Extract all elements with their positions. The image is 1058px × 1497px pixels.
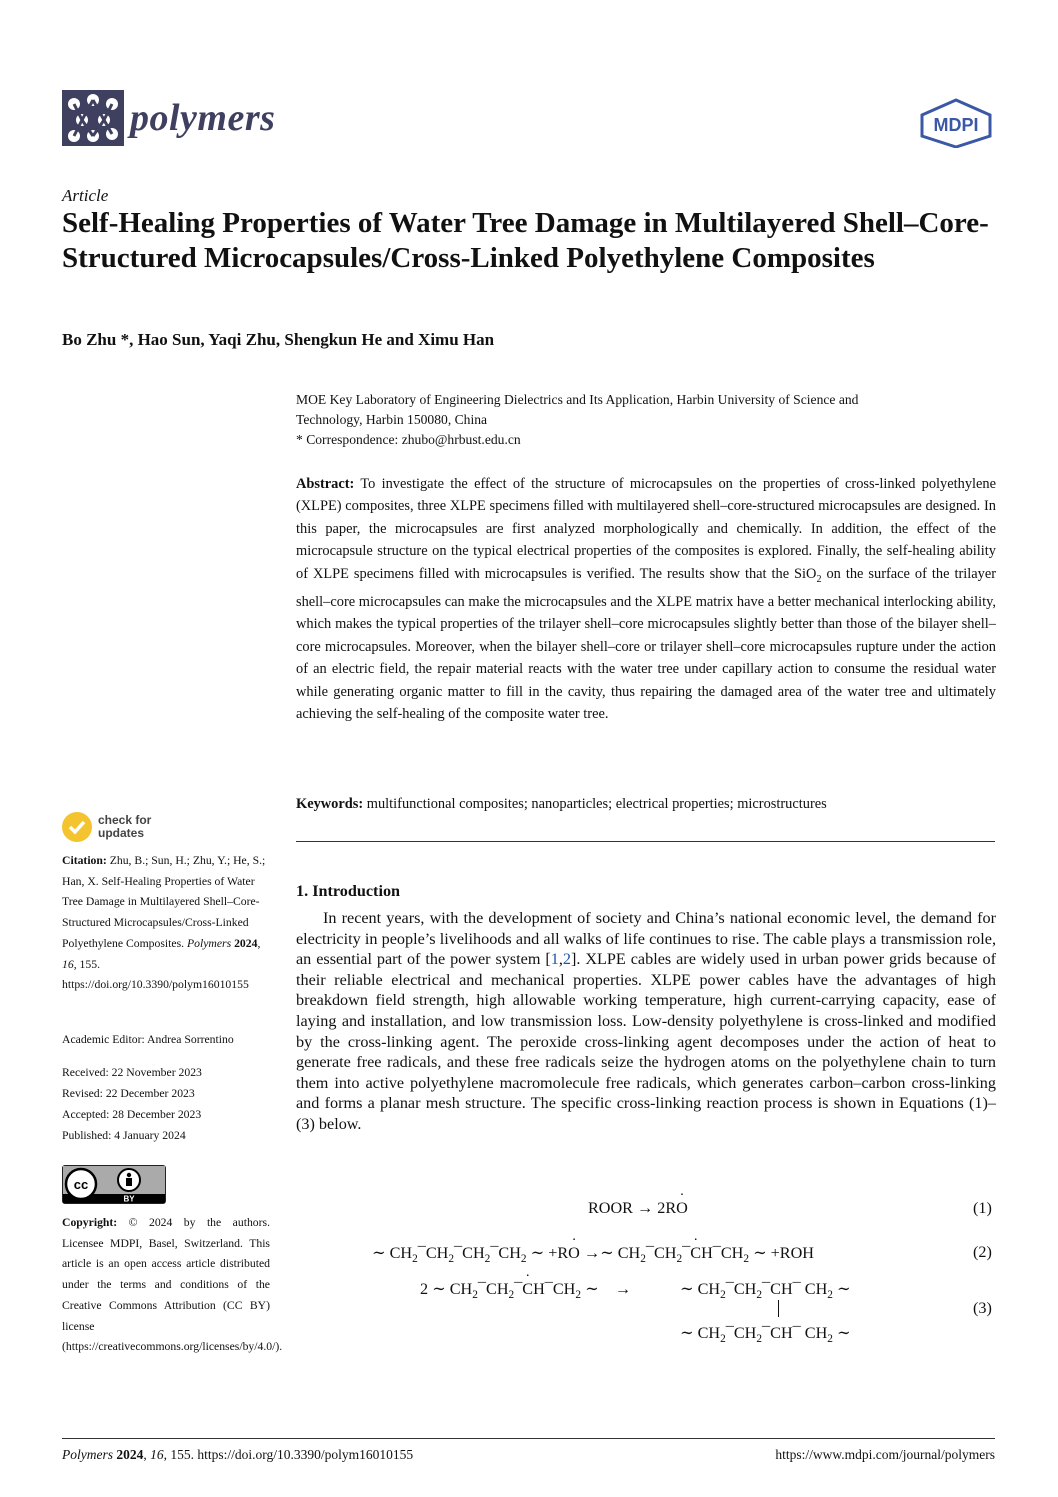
affiliation xyxy=(296,390,996,450)
copyright-label: Copyright: xyxy=(62,1216,118,1229)
date-published: Published: 4 January 2024 xyxy=(62,1129,186,1142)
equation-3-bottom: ∼ $CH_2¯CH_2¯CH¯$ $CH_2$ ∼ xyxy=(680,1324,851,1346)
abstract-text: To investigate the effect of the structure of microcapsules on the properties of cross-linked polyethylene (XLPE) composites, three XLPE specimens filled with multilayered shell–core-structured microcapsules are designed. In this paper, the microcapsules are first analyzed morphologically and chemically. In addition, the effect of the microcapsule structure on the typical electrical properties of the composites is explored. Finally, the self-healing ability of XLPE specimens filled with microcapsules is verified. The results show that the SiO xyxy=(296,476,996,582)
check-updates-label[interactable] xyxy=(98,814,151,840)
footer-citation: Polymers 2024, 16, 155. https://doi.org/10.3390/polym16010155 xyxy=(62,1447,414,1462)
reference-link[interactable]: 2 xyxy=(562,950,571,969)
footer-doi[interactable]: , 155. https://doi.org/10.3390/polym16010155 xyxy=(163,1447,414,1462)
author-list: Bo Zhu *, Hao Sun, Yaqi Zhu, Shengkun He and Ximu Han xyxy=(62,330,495,349)
check-updates-line: updates xyxy=(98,826,145,840)
citation-journal: Polymers xyxy=(186,936,232,950)
cc-by-badge[interactable] xyxy=(62,1165,166,1204)
footer-divider xyxy=(62,1438,995,1439)
article-type: Article xyxy=(62,186,109,205)
abstract-subscript: 2 xyxy=(816,573,822,585)
article-title: Self-Healing Properties of Water Tree Damage in Multilayered Shell–Core-Structured Microcapsules/Cross-Linked Polyethylene Composites xyxy=(62,207,989,274)
date-revised: Revised: 22 December 2023 xyxy=(62,1087,195,1100)
academic-editor: Academic Editor: Andrea Sorrentino xyxy=(62,1033,234,1046)
reference-link[interactable]: 1 xyxy=(550,950,559,969)
cc-badge-label: BY xyxy=(123,1194,135,1203)
abstract-label: Abstract: xyxy=(296,476,355,492)
journal-name: polymers xyxy=(130,97,276,139)
keywords-label: Keywords: xyxy=(296,796,364,812)
citation-doi[interactable]: , 155. https://doi.org/10.3390/polym16010155 xyxy=(62,957,249,992)
keywords xyxy=(296,794,996,814)
citation-text: Zhu, B.; Sun, H.; Zhu, Y.; He, S.; Han, X. Self-Healing Properties of Water Tree Damage in Multilayered Shell–Core-Structured Microcapsules/Cross-Linked Polyethylene Composites. xyxy=(62,854,266,950)
affiliation-line: MOE Key Laboratory of Engineering Dielectrics and Its Application, Harbin University of Science and xyxy=(296,392,859,407)
intro-text: ]. XLPE cables are widely used in urban power grids because of their reliable electrical and mechanical properties. XLPE power cables have the advantages of high breakdown field strength, high allowable working temperature, high current-carrying capacity, ease of laying and installation, and low transmission loss. Low-density polyethylene is cross-linked and modified by the cross-linking agent. The peroxide cross-linking agent decomposes under the action of heat to generate free radicals, and these free radicals seize the hydrogen atoms on the polyethylene chain to turn them into active polyethylene macromolecule free radicals, which generates carbon–carbon cross-linking and forms a planar mesh structure. The specific cross-linking reaction process is shown in Equations (1)–(3) below. xyxy=(296,950,996,1133)
correspondence[interactable]: * Correspondence: zhubo@hrbust.edu.cn xyxy=(296,432,521,447)
mdpi-logo-icon[interactable] xyxy=(918,98,994,148)
bond-line xyxy=(778,1300,779,1317)
date-received: Received: 22 November 2023 xyxy=(62,1066,202,1079)
section-heading: 1. Introduction xyxy=(296,882,401,900)
copyright-text: © 2024 by the authors. Licensee MDPI, Basel, Switzerland. This article is an open access article distributed under the terms and conditions of the Creative Commons Attribution (CC BY) license (https://creativecommons.org/licenses/by/4.0/). xyxy=(62,1216,283,1354)
equation-number: (3) xyxy=(973,1299,992,1317)
affiliation-line: Technology, Harbin 150080, China xyxy=(296,412,488,427)
footer-journal-url[interactable]: https://www.mdpi.com/journal/polymers xyxy=(775,1447,995,1462)
equation-number: (2) xyxy=(973,1243,992,1261)
journal-logo-icon xyxy=(62,90,124,146)
equation-2: ∼ $CH_2¯CH_2¯CH_2¯CH_2$ ∼ +RO ˙ →∼ $CH_2¯CH_2¯C$ $˙H¯CH_2$ ∼ +ROH xyxy=(372,1243,814,1265)
footer-volume: 16 xyxy=(150,1447,164,1462)
intro-paragraph xyxy=(296,908,996,1135)
divider xyxy=(296,841,995,842)
abstract-text: on the surface of the trilayer shell–core microcapsules can make the microcapsules and the XLPE matrix have a better mechanical interlocking ability, which makes the typical properties of the trilayer shell–core microcapsules slightly better than those of the bilayer shell–core microcapsules. Moreover, when the bilayer shell–core or trilayer shell–core microcapsules rupture under the action of an electric field, the repair material reacts with the water tree under capillary action to consume the residual water while generating organic matter to fill in the cavity, thus repairing the damaged area of the water tree and ultimately achieving the self-healing of the composite water tree. xyxy=(296,565,996,722)
citation-year: 2024 xyxy=(234,936,258,950)
equation-3-left: 2 ∼ $CH_2¯CH_2¯C$ $˙H¯CH_2$ ∼ → xyxy=(420,1279,631,1301)
publisher-name: MDPI xyxy=(933,115,979,135)
footer-year: 2024 xyxy=(116,1447,144,1462)
footer-journal: Polymers xyxy=(62,1447,113,1462)
equation-1: ROOR → 2RO ˙ xyxy=(588,1199,688,1218)
citation: Citation: Zhu, B.; Sun, H.; Zhu, Y.; He, S.; Han, X. Self-Healing Properties of Water Tree Damage in Multilayered Shell–Core-Structured Microcapsules/Cross-Linked Polyethylene Composites. Polymers 2024, 16, 155. https://doi.org/10.3390/polym16010155 xyxy=(62,854,266,992)
citation-volume: 16 xyxy=(62,957,74,971)
check-updates-icon[interactable] xyxy=(62,812,92,842)
citation-label: Citation: xyxy=(62,854,107,867)
keywords-text: multifunctional composites; nanoparticles; electrical properties; microstructures xyxy=(366,796,827,812)
ref-separator: , xyxy=(558,950,563,969)
date-accepted: Accepted: 28 December 2023 xyxy=(62,1108,202,1121)
copyright xyxy=(62,1213,283,1358)
svg-text:cc: cc xyxy=(73,1177,89,1192)
equation-3-top: ∼ $CH_2¯CH_2¯CH¯$ $CH_2$ ∼ xyxy=(680,1280,851,1302)
abstract xyxy=(296,473,996,725)
intro-text: In recent years, with the development of society and China’s national economic level, the demand for electricity in people’s livelihoods and all walks of life continues to rise. The cable plays a transmission role, an essential part of the power system [ xyxy=(296,909,996,969)
check-updates-line: check for xyxy=(98,813,152,827)
equation-number: (1) xyxy=(973,1199,992,1217)
